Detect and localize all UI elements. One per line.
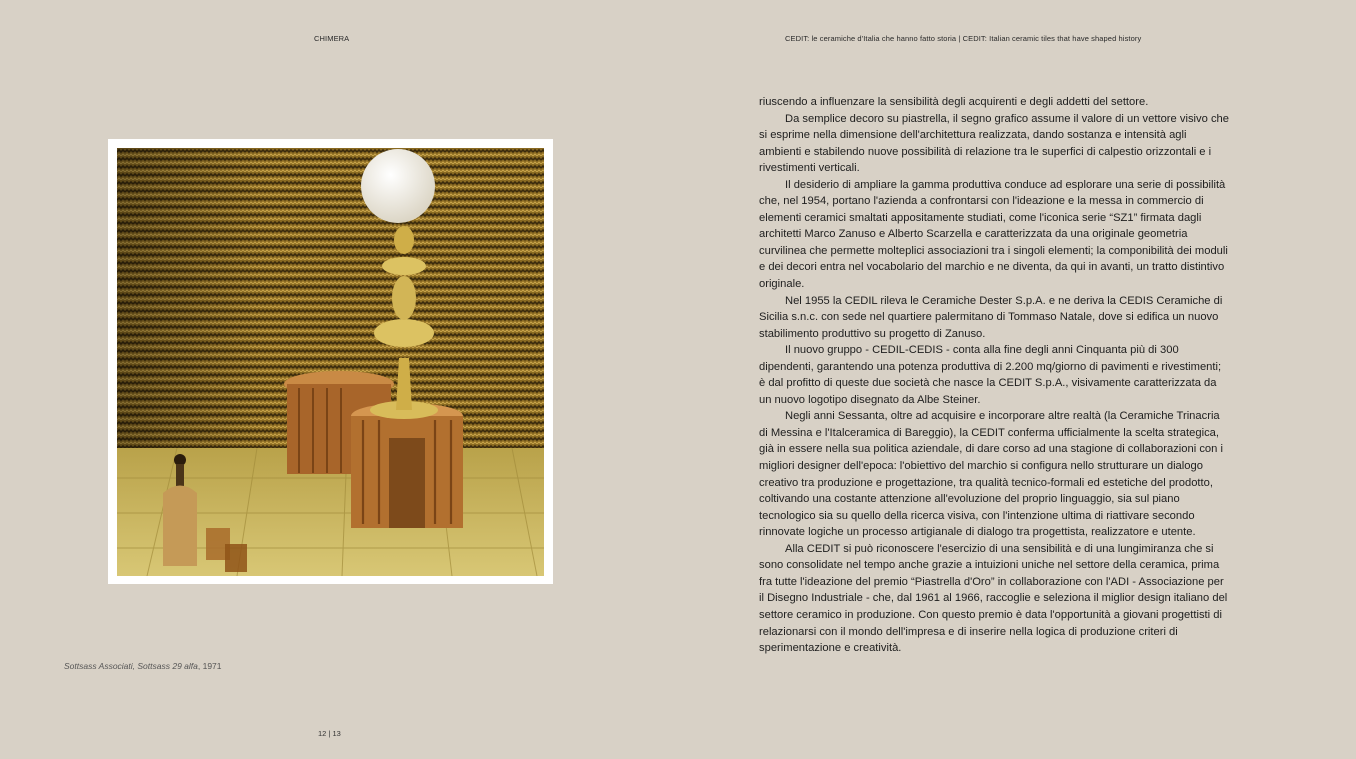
paragraph: Nel 1955 la CEDIL rileva le Ceramiche Dester S.p.A. e ne deriva la CEDIS Ceramiche di Sicilia s.n.c. con sede nel quartiere palermitano di Tommaso Natale, dove si edifica un nuovo stabilimento produttivo su progetto di Zanuso. xyxy=(759,294,1223,340)
body-text xyxy=(759,94,1229,657)
paragraph: Alla CEDIT si può riconoscere l'esercizio di una sensibilità e di una lungimiranza che si sono consolidate nel tempo anche grazie a intuizioni uniche nel settore della ceramica, prima fra tutte l'ideazione del premio “Piastrella d'Oro” in collaborazione con l'ADI - Associazione per il Disegno Industriale - che, dal 1961 al 1966, raccoglie e seleziona il miglior design italiano del settore ceramico in produzione. Con questo premio è data l'opportunità a giovani progettisti di relazionarsi con il mondo dell'impresa e di inserire nella logica di produzione criteri di sperimentazione e creatività. xyxy=(759,542,1228,655)
paragraph: riuscendo a influenzare la sensibilità degli acquirenti e degli addetti del settore. xyxy=(759,96,1149,108)
running-head-right: CEDIT: le ceramiche d'Italia che hanno fatto storia | CEDIT: Italian ceramic tiles that have shaped history xyxy=(785,34,1142,43)
paragraph: Da semplice decoro su piastrella, il segno grafico assume il valore di un vettore visivo che si esprime nella dimensione dell'architettura realizzata, dando sostanza e intensità agli ambienti e stabilendo nuove possibilità di relazione tra le superfici di calpestio orizzontali e i rivestimenti verticali. xyxy=(759,112,1229,175)
paragraph: Negli anni Sessanta, oltre ad acquisire e incorporare altre realtà (la Ceramiche Trinacria di Messina e l'Italceramica di Bareggio), la CEDIT conferma ufficialmente la scelta strategica, già in essere nella sua politica aziendale, di dare corso ad una stagione di collaborazioni con i migliori designer dell'epoca: l'obiettivo del marchio si configura nello strutturare un dialogo creativo tra produzione e progettazione, tra qualità tecnico-formali ed estetiche del prodotto, coltivando una costante attenzione all'evoluzione del proprio linguaggio, sia sul piano tecnologico sia su quello della ricerca visiva, con l'intenzione ultima di riattivare secondo rinnovate logiche un processo artigianale di dialogo tra progettista, realizzatore e utente. xyxy=(759,410,1223,539)
interior-photo xyxy=(117,148,544,576)
paragraph: Il desiderio di ampliare la gamma produttiva conduce ad esplorare una serie di possibilità che, nel 1954, portano l'azienda a confrontarsi con l'ideazione e la messa in commercio di elementi ceramici smaltati appositamente studiati, come l'iconica serie “SZ1” firmata dagli architetti Marco Zanuso e Alberto Scarzella e caratterizzata da una originale geometria curvilinea che permette molteplici associazioni tra i singoli elementi; la componibilità dei moduli e dei decori entra nel vocabolario del marchio e ne diventa, da qui in avanti, un tratto distintivo originale. xyxy=(759,178,1228,291)
caption-authors: Sottsass Associati, xyxy=(64,661,138,671)
photo-frame xyxy=(108,139,553,584)
page-numbers: 12 | 13 xyxy=(318,729,341,738)
photo-caption xyxy=(64,661,222,671)
running-head-left: CHIMERA xyxy=(314,34,350,43)
caption-year: , 1971 xyxy=(197,661,222,671)
caption-work: Sottsass 29 alfa xyxy=(137,661,198,671)
paragraph: Il nuovo gruppo - CEDIL-CEDIS - conta alla fine degli anni Cinquanta più di 300 dipendenti, garantendo una potenza produttiva di 2.200 mq/giorno di pavimenti e rivestimenti; è dal profitto di queste due società che nasce la CEDIT S.p.A., visivamente caratterizzata da un nuovo logotipo disegnato da Albe Steiner. xyxy=(759,344,1222,406)
